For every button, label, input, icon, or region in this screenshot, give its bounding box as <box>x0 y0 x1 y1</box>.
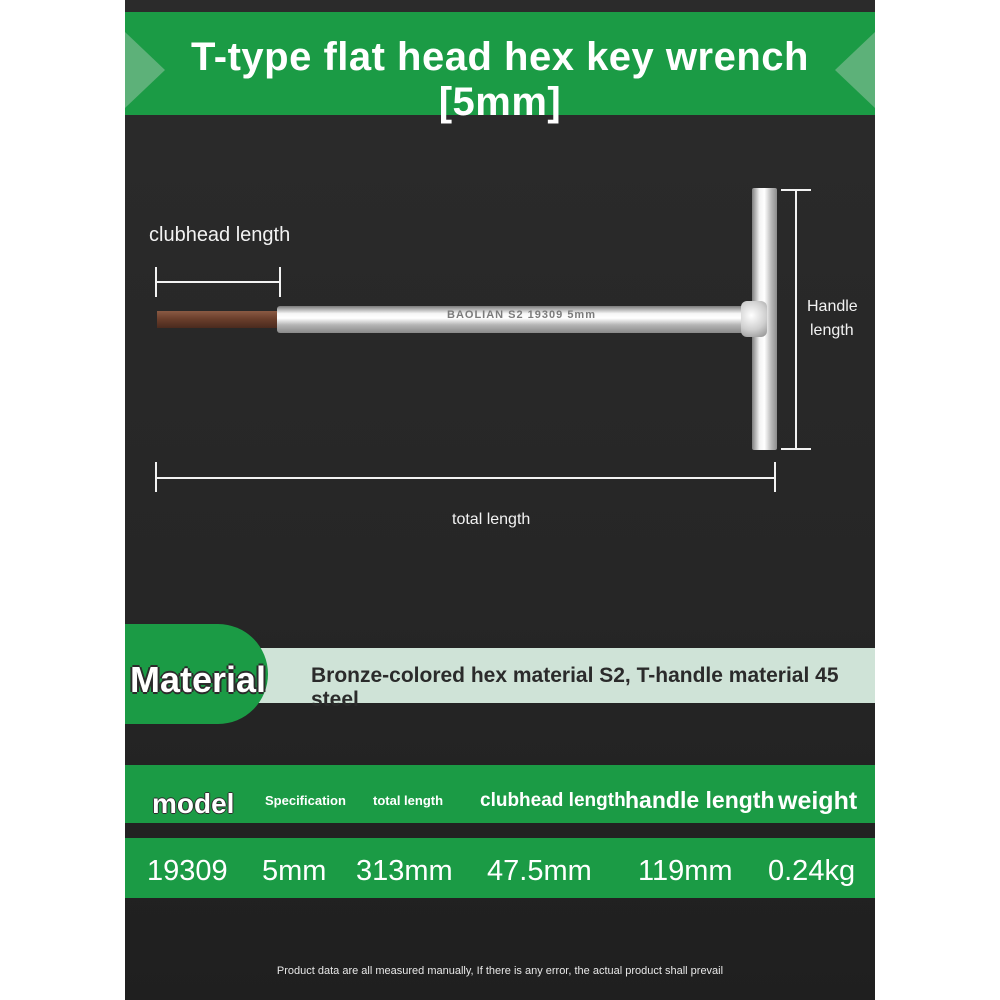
header-clubhead-length: clubhead length <box>480 790 626 811</box>
handle-dimension-tick-bottom <box>781 448 811 450</box>
product-panel <box>125 0 875 1000</box>
material-description: Bronze-colored hex material S2, T-handle material 45 steel <box>311 664 839 711</box>
handle-dimension-line <box>795 190 797 449</box>
clubhead-dimension-line <box>156 281 280 283</box>
handle-dimension-tick-top <box>781 189 811 191</box>
total-dimension-tick-right <box>774 462 776 492</box>
page-title: T-type flat head hex key wrench [5mm] <box>191 35 809 124</box>
clubhead-dimension-tick-left <box>155 267 157 297</box>
header-weight: weight <box>778 787 858 815</box>
value-model: 19309 <box>147 855 228 887</box>
value-weight: 0.24kg <box>768 855 856 887</box>
total-length-label: total length <box>452 511 531 528</box>
handle-length-label-line2: length <box>810 322 854 339</box>
total-dimension-tick-left <box>155 462 157 492</box>
material-label: Material <box>130 659 267 700</box>
value-specification: 5mm <box>262 855 327 887</box>
value-total-length: 313mm <box>356 855 453 887</box>
clubhead-dimension-tick-right <box>279 267 281 297</box>
value-clubhead-length: 47.5mm <box>487 855 592 887</box>
header-total-length: total length <box>373 793 444 808</box>
header-specification: Specification <box>265 793 346 808</box>
total-dimension-line <box>156 477 775 479</box>
shaft-engraving: BAOLIAN S2 19309 5mm <box>447 309 596 321</box>
footnote: Product data are all measured manually, If there is any error, the actual product shall prevail <box>276 965 724 977</box>
header-model: model <box>152 788 235 819</box>
clubhead-length-label: clubhead length <box>149 224 291 246</box>
header-handle-length: handle length <box>625 787 775 813</box>
handle-length-label-line1: Handle <box>807 298 858 315</box>
hex-bit <box>157 311 281 328</box>
handle-joint <box>741 301 767 337</box>
value-handle-length: 119mm <box>638 855 733 887</box>
